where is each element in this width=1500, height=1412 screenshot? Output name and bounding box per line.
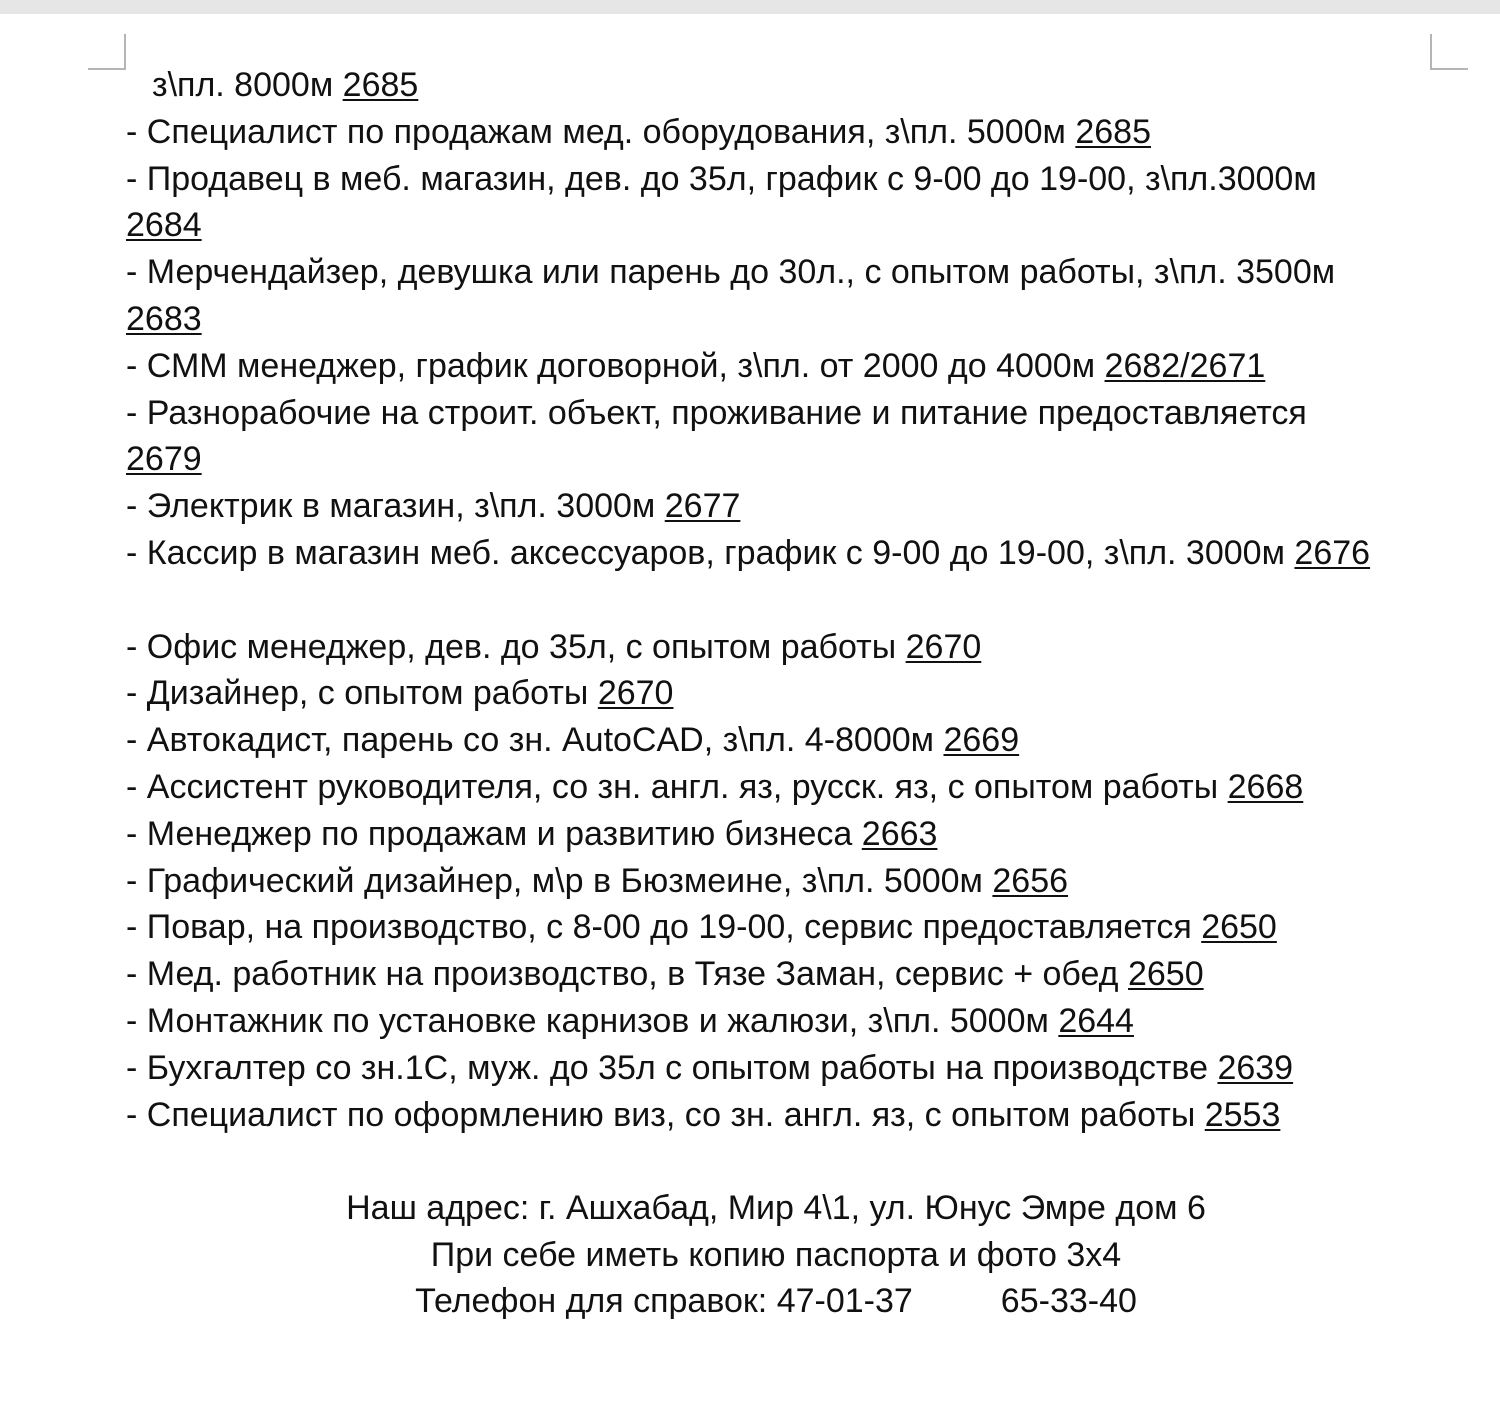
job-line bbox=[126, 811, 1456, 858]
phone-primary: Телефон для справок: 47-01-37 bbox=[415, 1282, 913, 1320]
job-line bbox=[126, 530, 1456, 577]
job-code: 2683 bbox=[126, 299, 202, 338]
job-code: 2679 bbox=[126, 440, 202, 479]
job-text: - Офис менеджер, дев. до 35л, с опытом работы bbox=[126, 627, 897, 666]
page-corner-mark-left bbox=[88, 34, 126, 70]
job-line bbox=[126, 624, 1456, 671]
documents-note: При себе иметь копию паспорта и фото 3х4 bbox=[430, 1235, 1122, 1274]
contact-footer bbox=[126, 1185, 1426, 1325]
address-line: Наш адрес: г. Ашхабад, Мир 4\1, ул. Юнус Эмре дом 6 bbox=[346, 1189, 1206, 1227]
job-text: - СММ менеджер, график договорной, з\пл. от 2000 до 4000м bbox=[126, 346, 1096, 385]
job-text: - Мед. работник на производство, в Тязе Заман, сервис + обед bbox=[126, 955, 1119, 994]
job-line bbox=[126, 858, 1456, 905]
job-line bbox=[126, 62, 1456, 109]
job-code: 2639 bbox=[1217, 1048, 1294, 1087]
job-line bbox=[126, 109, 1456, 156]
viewer-top-strip bbox=[0, 0, 1500, 14]
job-text: - Специалист по оформлению виз, со зн. англ. яз, с опытом работы bbox=[126, 1095, 1196, 1134]
job-text: - Мерчендайзер, девушка или парень до 30л., с опытом работы, з\пл. 3500м bbox=[126, 253, 1336, 292]
job-text: - Кассир в магазин меб. аксессуаров, график с 9-00 до 19-00, з\пл. 3000м bbox=[126, 533, 1285, 572]
job-line bbox=[126, 670, 1456, 717]
phone-line bbox=[126, 1278, 1426, 1325]
job-text: - Дизайнер, с опытом работы bbox=[126, 674, 589, 713]
job-code: 2685 bbox=[342, 66, 419, 104]
job-line bbox=[126, 717, 1456, 764]
job-text: - Ассистент руководителя, со зн. англ. яз, русск. яз, с опытом работы bbox=[126, 767, 1219, 806]
job-text: - Повар, на производство, с 8-00 до 19-00, сервис предоставляется bbox=[126, 908, 1192, 947]
job-line bbox=[126, 998, 1456, 1045]
job-code: 2685 bbox=[1075, 112, 1151, 151]
job-text: - Специалист по продажам мед. оборудования, з\пл. 5000м bbox=[126, 112, 1066, 151]
job-line bbox=[126, 951, 1456, 998]
job-code: 2668 bbox=[1227, 767, 1304, 806]
job-text: - Графический дизайнер, м\р в Бюзмеине, з\пл. 5000м bbox=[126, 861, 983, 900]
job-code: 2669 bbox=[943, 721, 1020, 760]
job-code-line bbox=[126, 436, 1456, 483]
job-code: 2553 bbox=[1204, 1095, 1281, 1134]
job-code: 2656 bbox=[992, 861, 1069, 900]
job-code: 2676 bbox=[1294, 533, 1371, 572]
job-line bbox=[126, 1045, 1456, 1092]
job-line bbox=[126, 343, 1456, 390]
job-code-line bbox=[126, 202, 1456, 249]
job-text: з\пл. 8000м bbox=[152, 66, 334, 104]
job-line bbox=[126, 904, 1456, 951]
job-code: 2682/2671 bbox=[1104, 346, 1266, 385]
job-text: - Продавец в меб. магазин, дев. до 35л, график с 9-00 до 19-00, з\пл.3000м bbox=[126, 159, 1317, 198]
job-line bbox=[126, 249, 1456, 296]
job-code: 2650 bbox=[1201, 908, 1277, 947]
job-list bbox=[126, 62, 1456, 1138]
phone-secondary: 65-33-40 bbox=[1000, 1282, 1137, 1320]
job-code: 2650 bbox=[1127, 955, 1204, 994]
job-line bbox=[126, 1092, 1456, 1139]
job-code: 2684 bbox=[126, 206, 202, 245]
job-code: 2644 bbox=[1058, 1001, 1134, 1040]
job-line bbox=[126, 483, 1456, 530]
job-text: - Менеджер по продажам и развитию бизнеса bbox=[126, 814, 853, 853]
job-text: - Электрик в магазин, з\пл. 3000м bbox=[126, 487, 656, 526]
job-text: - Разнорабочие на строит. объект, проживание и питание предоставляется bbox=[126, 393, 1307, 432]
job-line bbox=[126, 156, 1456, 203]
job-code: 2677 bbox=[664, 487, 741, 526]
job-line bbox=[126, 390, 1456, 437]
job-text: - Бухгалтер со зн.1С, муж. до 35л с опытом работы на производстве bbox=[126, 1048, 1208, 1087]
job-line bbox=[126, 764, 1456, 811]
job-code: 2663 bbox=[861, 814, 938, 853]
job-code-line bbox=[126, 296, 1456, 343]
job-code: 2670 bbox=[597, 674, 674, 713]
job-code: 2670 bbox=[905, 627, 982, 666]
job-text: - Монтажник по установке карнизов и жалюзи, з\пл. 5000м bbox=[126, 1001, 1049, 1040]
blank-line bbox=[126, 577, 1456, 624]
job-text: - Автокадист, парень со зн. AutoCAD, з\пл. 4-8000м bbox=[126, 721, 935, 760]
